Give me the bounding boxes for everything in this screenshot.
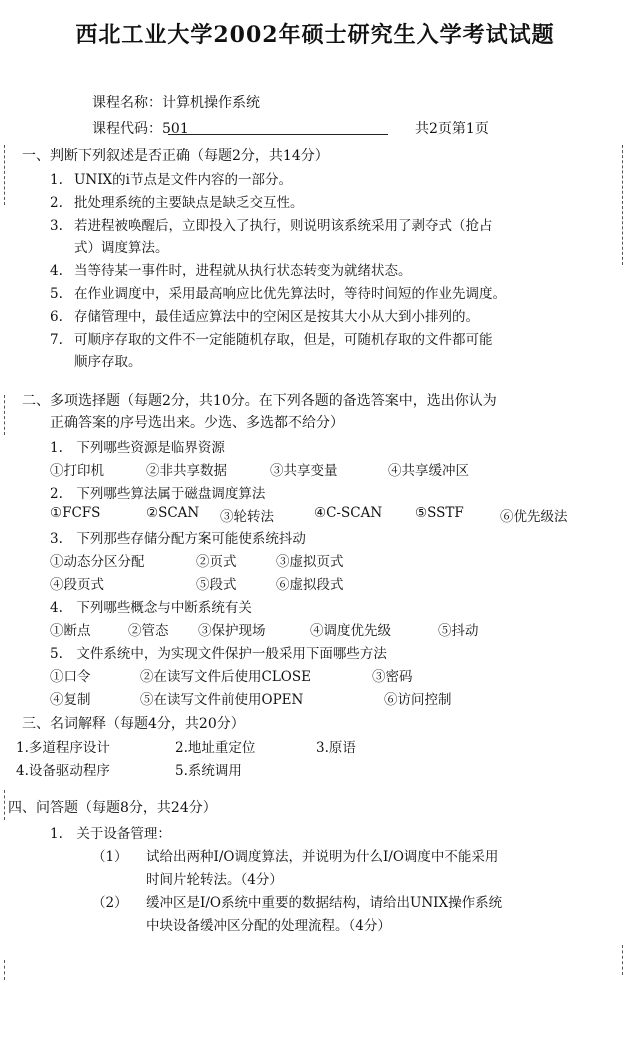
s2-q2-option: ⑤SSTF: [415, 505, 464, 521]
margin-cut-line: [4, 790, 6, 820]
s1-item: 7. 可顺序存取的文件不一定能随机存取，但是，可随机存取的文件都可能: [50, 332, 493, 348]
s2-q1-option: ③共享变量: [270, 463, 338, 479]
section-1-heading: 一、判断下列叙述是否正确（每题2分，共14分）: [22, 148, 329, 164]
s3-term: 4.设备驱动程序: [16, 763, 110, 779]
s2-q3-option: ⑤段式: [196, 577, 237, 593]
s2-q5-option: ⑥访问控制: [384, 692, 452, 708]
s2-q3-option: ①动态分区分配: [50, 554, 145, 570]
s2-q1-stem: 1. 下列哪些资源是临界资源: [50, 440, 225, 456]
s4-q1: 1. 关于设备管理：: [50, 826, 171, 842]
s2-q4-stem: 4. 下列哪些概念与中断系统有关: [50, 600, 252, 616]
margin-cut-line: [4, 145, 6, 205]
code-underline: [168, 117, 388, 135]
s1-item: 6. 存储管理中，最佳适应算法中的空闲区是按其大小从大到小排列的。: [50, 309, 479, 325]
s2-q5-option: ②在读写文件后使用CLOSE: [140, 669, 311, 685]
exam-title: 西北工业大学2002年硕士研究生入学考试试题: [75, 22, 555, 48]
s1-item: 5. 在作业调度中，采用最高响应比优先算法时，等待时间短的作业先调度。: [50, 286, 506, 302]
s2-q3-option: ⑥虚拟段式: [276, 577, 344, 593]
s2-q4-option: ④调度优先级: [310, 623, 391, 639]
margin-cut-line: [4, 395, 6, 435]
s1-item: 1. UNIX的i节点是文件内容的一部分。: [50, 172, 292, 188]
s3-term: 1.多道程序设计: [16, 740, 110, 756]
s3-term: 5.系统调用: [175, 763, 242, 779]
s4-sub1-text: 试给出两种I/O调度算法，并说明为什么I/O调度中不能采用: [146, 849, 499, 865]
s2-q3-option: ③虚拟页式: [276, 554, 344, 570]
course-name: 课程名称：计算机操作系统: [92, 95, 260, 111]
section-4-heading: 四、问答题（每题8分，共24分）: [8, 800, 217, 816]
s2-q2-stem: 2. 下列哪些算法属于磁盘调度算法: [50, 486, 266, 502]
s4-sub1-text-cont: 时间片轮转法。（4分）: [146, 872, 283, 888]
s2-q3-option: ②页式: [196, 554, 237, 570]
s2-q3-stem: 3. 下列那些存储分配方案可能使系统抖动: [50, 531, 306, 547]
section-3-heading: 三、名词解释（每题4分，共20分）: [22, 716, 245, 732]
s3-term: 2.地址重定位: [175, 740, 256, 756]
s1-item-continued: 顺序存取。: [74, 354, 142, 370]
s4-sub2-text: 缓冲区是I/O系统中重要的数据结构，请给出UNIX操作系统: [146, 895, 503, 911]
s2-q2-option: ②SCAN: [146, 505, 200, 521]
s2-q2-option: ①FCFS: [50, 505, 101, 521]
s2-q3-option: ④段页式: [50, 577, 104, 593]
s2-q5-option: ③密码: [372, 669, 413, 685]
s4-sub2-label: （2）: [92, 895, 128, 911]
s2-q5-stem: 5. 文件系统中，为实现文件保护一般采用下面哪些方法: [50, 646, 387, 662]
s2-q1-option: ①打印机: [50, 463, 104, 479]
s2-q4-option: ①断点: [50, 623, 91, 639]
margin-cut-line-right: [622, 145, 624, 265]
s2-q1-option: ②非共享数据: [146, 463, 227, 479]
s2-q5-option: ①口令: [50, 669, 91, 685]
s4-sub1-label: （1）: [92, 849, 128, 865]
s1-item: 2. 批处理系统的主要缺点是缺乏交互性。: [50, 195, 304, 211]
s2-q1-option: ④共享缓冲区: [388, 463, 469, 479]
s2-q2-option: ④C-SCAN: [314, 505, 383, 521]
course-code: 课程代码：501: [92, 121, 189, 137]
s4-sub2-text-cont: 中块设备缓冲区分配的处理流程。（4分）: [146, 918, 391, 934]
section-2-heading-cont: 正确答案的序号选出来。少选、多选都不给分）: [50, 415, 344, 431]
s2-q2-option: ⑥优先级法: [500, 509, 568, 525]
s2-q4-option: ②管态: [128, 623, 169, 639]
s2-q2-option: ③轮转法: [220, 509, 274, 525]
s2-q4-option: ⑤抖动: [438, 623, 479, 639]
s2-q5-option: ④复制: [50, 692, 91, 708]
section-2-heading: 二、多项选择题（每题2分，共10分。在下列各题的备选答案中，选出你认为: [22, 393, 497, 409]
s2-q5-option: ⑤在读写文件前使用OPEN: [140, 692, 304, 708]
margin-cut-line-right: [622, 945, 624, 975]
s2-q4-option: ③保护现场: [198, 623, 266, 639]
margin-cut-line: [4, 960, 6, 980]
page-count: 共2页第1页: [415, 121, 489, 137]
s1-item-continued: 式）调度算法。: [74, 240, 169, 256]
s1-item: 3. 若进程被唤醒后，立即投入了执行，则说明该系统采用了剥夺式（抢占: [50, 218, 493, 234]
s1-item: 4. 当等待某一事件时，进程就从执行状态转变为就绪状态。: [50, 263, 412, 279]
s3-term: 3.原语: [316, 740, 356, 756]
